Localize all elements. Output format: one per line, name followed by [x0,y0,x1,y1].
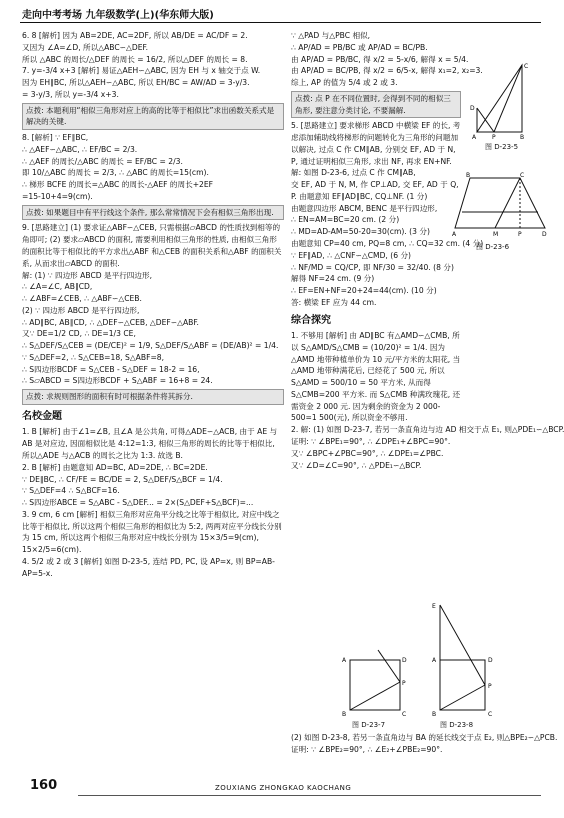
svg-text:B: B [466,172,471,179]
text-line: ∴ △AEF 的周长/△ABC 的周长 = EF/BC = 2/3. [22,156,183,166]
svg-text:B: B [432,711,437,718]
text-line: 3. 9 cm, 6 cm [解析] 相似三角形对应角平分线之比等于相似比, 对应中线之比等于相似比, 所以这两个相似三角形的相似比为 5:2, 两两对应平分线长分别为 15 cm, 所以这两个相似三角形对应中线长分别为 15×3/5=9(cm), 15×2/5=6(cm). [22,509,282,555]
text-line: 2. 解: (1) 如图 D-23-7, 若另一条直角边与边 AD 相交于点 E₁, 则△PDE₁∽△BCP. [291,425,564,435]
svg-text:C: C [402,711,407,718]
text-line: ∴ AD∥BC, AB∥CD, ∴ △DEF∽△CEB, △DEF∽△ABF. [22,317,199,327]
text-line: 又∵ DE=1/2 CD, ∴ DE=1/3 CE, [22,329,136,339]
svg-text:B: B [342,711,347,718]
text-line: 1. 不够用 [解析] 由 AD∥BC 有△AMD∽△CMB, 所以 S△AMD/S△CMB = (10/20)² = 1/4. 因为△AMD 地带种植单价为 10 元/平方米的太阳花, 当△AMD 地带种满花后, 已经花了 500 元, 所以 S△AMD = 500/10 = 50 平方米, 从而得 S△CMB=200 平方米. 而 S△CMB 种满玫瑰花, 还需资金 2 000 元. 因为剩余的资金为 2 000-500=1 500(元), 所以资金不够用. [291,331,461,423]
text-line: 又因为 ∠A=∠D, 所以△ABC∽△DEF. [22,42,149,52]
figure-d-23-8 [432,600,512,720]
text-line: ∴ S△DEF/S△CEB = (DE/CE)² = 1/9, S△DEF/S△ABF = (DE/AB)² = 1/4. [22,341,279,351]
caption-fig8: 图 D-23-8 [440,721,474,729]
svg-text:D: D [542,231,547,238]
text-line: 由题意四边形 ABCM, BENC 是平行四边形, [291,203,438,213]
svg-text:D: D [402,657,407,664]
text-line: 因为 EH∥BC, 所以△AEH∽△ABC, 所以 EH/BC = AW/AD = 3-y/3. [22,78,250,88]
section-heading: 名校金题 [22,410,62,422]
text-line: ∴ S四边形BCDF = S△CEB - S△DEF = 18-2 = 16, [22,364,200,374]
text-line: 4. 5/2 或 2 或 3 [解析] 如图 D-23-5, 连结 PD, PC, 设 AP=x, 则 BP=AB-AP=5-x. [22,556,275,578]
text-line: ∵ S△DEF=4 ∴ S△BCF=16. [22,486,120,496]
left-column [22,30,284,579]
footer-text: ZOUXIANG ZHONGKAO KAOCHANG [215,784,352,792]
text-line: ∴ S四边形ABCE = S△ABC - S△DEF... = 2×(S△DEF+S△BCF)=... [22,498,254,508]
text-line: ∴ △AEF∽△ABC, ∴ EF/BC = 2/3. [22,144,138,154]
caption-fig7: 图 D-23-7 [352,721,386,729]
text-line: ∵ △PAD 与△PBC 相似, [291,31,371,40]
text-line: 答: 横梁 EF 应为 44 cm. [291,297,377,307]
svg-text:A: A [432,657,437,664]
svg-text:C: C [520,172,525,179]
svg-text:D: D [488,657,493,664]
text-line: ∵ DE∥BC, ∴ CF/FE = BC/DE = 2, S△DEF/S△BCF = 1/4. [22,474,223,484]
text-line: 7. y=-3/4 x+3 [解析] 易证△AEH∽△ABC, 因为 EH 与 x 轴交于点 W. [22,66,261,76]
text-line: ∴ EF=EN+NF=20+24=44(cm). (10 分) [291,286,437,296]
text-line: ∴ ∠A=∠C, AB∥CD, [22,282,93,292]
svg-text:A: A [452,231,457,238]
svg-text:P: P [492,134,496,141]
text-line: 解得 NF=24 cm. (9 分) [291,274,375,284]
text-line: (2) 如图 D-23-8, 若另一条直角边与 BA 的延长线交于点 E₂, 则△BPE₂∽△PCB. [291,733,558,742]
right-column-tail [291,732,558,756]
text-line: ∴ ∠ABF=∠CEB, ∴ △ABF∽△CEB. [22,294,142,304]
text-line: 由 AP/AD = BC/PB, 得 x/2 = 6/5-x, 解得 x₁=2, x₂=3. [291,66,483,76]
text-line: 交 EF, AD 于 N, M, 作 CP⊥AD, 交 EF, AD 于 Q, P. 由题意知 EF∥AD∥BC, CQ⊥NF. (1 分) [291,180,459,201]
text-line: 9. [思路建立] (1) 要求证△ABF∽△CEB, 只需根据▱ABCD 的性质找到相等的角即可; (2) 要求▱ABCD 的面积, 需要利用相似三角形的性质, 由相似三角形的面积比等于相似比的平方求出△ABF 和△CEB 的面积关系和△ABF 的面积关系, 从而求出▱ABCD 的面积. [22,223,282,268]
text-line: 综上, AP 的值为 5/4 或 2 或 3. [291,78,398,88]
figure-d-23-6 [450,172,550,240]
text-line: 即 10/△ABC 的周长 = 2/3, ∴ △ABC 的周长=15(cm). [22,168,209,178]
text-line: ∴ EN=AM=BC=20 cm. (2 分) [291,215,400,225]
caption-fig5: 图 D-23-5 [485,143,519,151]
text-line: 解: (1) ∵ 四边形 ABCD 是平行四边形, [22,270,152,280]
tip-box: 点拨: 如果题目中有平行线这个条件, 那么常常情况下会有相似三角形出现. [22,205,284,221]
svg-text:P: P [518,231,522,238]
figure-d-23-7 [340,640,420,720]
svg-text:C: C [488,711,493,718]
svg-text:C: C [524,63,529,70]
text-line: 由题意知 CP=40 cm, PQ=8 cm, ∴ CQ=32 cm. (4 分) [291,239,484,249]
section-heading: 综合探究 [291,314,331,326]
text-line: 又∵ ∠BPC+∠PBC=90°, ∴ ∠DPE₁=∠PBC. [291,448,444,458]
svg-text:B: B [520,134,525,141]
figure-d-23-5 [462,60,542,140]
svg-text:M: M [493,231,499,238]
text-line: ∴ AP/AD = PB/BC 或 AP/AD = BC/PB. [291,42,428,52]
tip-box: 点拨: 本题利用“相似三角形对应上的高的比等于相似比”求出函数关系式是解决的关键. [22,103,284,131]
text-line: 8. [解析] ∵ EF∥BC, [22,133,89,143]
text-line: (2) ∵ 四边形 ABCD 是平行四边形, [22,305,140,315]
text-line: ∴ NF/MD = CQ/CP, 即 NF/30 = 32/40. (8 分) [291,262,454,272]
caption-fig6: 图 D-23-6 [476,243,510,251]
text-line: = 3-y/3, 所以 y=-3/4 x+3. [22,89,119,99]
svg-text:P: P [488,683,492,690]
header-rule [20,22,541,23]
text-line: ∴ S▱ABCD = S四边形BCDF + S△ABF = 16+8 = 24. [22,376,213,386]
text-line: 由 AP/AD = PB/BC, 得 x/2 = 5-x/6, 解得 x = 5/4. [291,54,469,64]
svg-text:D: D [470,105,475,112]
text-line: 1. B [解析] 由于∠1=∠B, 且∠A 是公共角, 可得△ADE∽△ACB, 由于 AE 与 AB 是对应边, 因面相似比是 4:12=1:3, 相似三角形的周长的比等于相似比, 所以△ADE 与△ACB 的周长之比为 1:3. 故选 B. [22,427,278,460]
svg-text:A: A [472,134,477,141]
text-line: 证明: ∵ ∠BPE₁=90°, ∴ ∠DPE₁+∠BPC=90°. [291,437,451,446]
text-line: 又∵ ∠D=∠C=90°, ∴ △PDE₁∽△BCP. [291,460,422,470]
text-line: ∴ 梯形 BCFE 的周长=△ABC 的周长-△AEF 的周长+2EF [22,180,214,190]
text-line: =15-10+4=9(cm). [22,191,93,201]
svg-text:A: A [342,657,347,664]
text-line: 解: 如图 D-23-6, 过点 C 作 CM∥AB, [291,168,416,178]
text-line: ∴ MD=AD-AM=50-20=30(cm). (3 分) [291,227,430,237]
tip-box: 点拨: 点 P 在不同位置时, 会得到不同的相似三角形, 要注意分类讨论, 不要漏解. [291,91,461,119]
text-line: 所以 △ABC 的周长/△DEF 的周长 = 16/2, 所以△DEF 的周长 = 8. [22,54,248,64]
text-line: 证明: ∵ ∠BPE₂=90°, ∴ ∠E₂+∠PBE₂=90°. [291,744,443,754]
text-line: 6. 8 [解析] 因为 AB=2DE, AC=2DF, 所以 AB/DE = AC/DF = 2. [22,31,248,40]
footer-rule [78,795,541,796]
header-title: 走向中考考场 九年级数学(上)(华东师大版) [22,10,214,21]
tip-box: 点拨: 求规则图形的面积有时可根据条件将其拆分. [22,389,284,405]
page-number: 160 [30,778,58,793]
text-line: ∵ S△DEF=2, ∴ S△CEB=18, S△ABF=8, [22,352,165,362]
svg-text:E: E [432,603,436,610]
svg-text:P: P [402,680,406,687]
text-line: 5. [思路建立] 要求梯形 ABCD 中横梁 EF 的长, 考虑添加辅助线将梯形的问题转化为三角形的问题加以解决, 过点 C 作 CM∥AB, 分别交 EF, AD 于 N, P, 通过证明相似三角形, 求出 NF, 再求 EN+NF. [291,121,461,166]
text-line: ∵ EF∥AD, ∴ △CNF∽△CMD, (6 分) [291,250,412,260]
text-line: 2. B [解析] 由题意知 AD=BC, AD=2DE, ∴ BC=2DE. [22,462,208,472]
